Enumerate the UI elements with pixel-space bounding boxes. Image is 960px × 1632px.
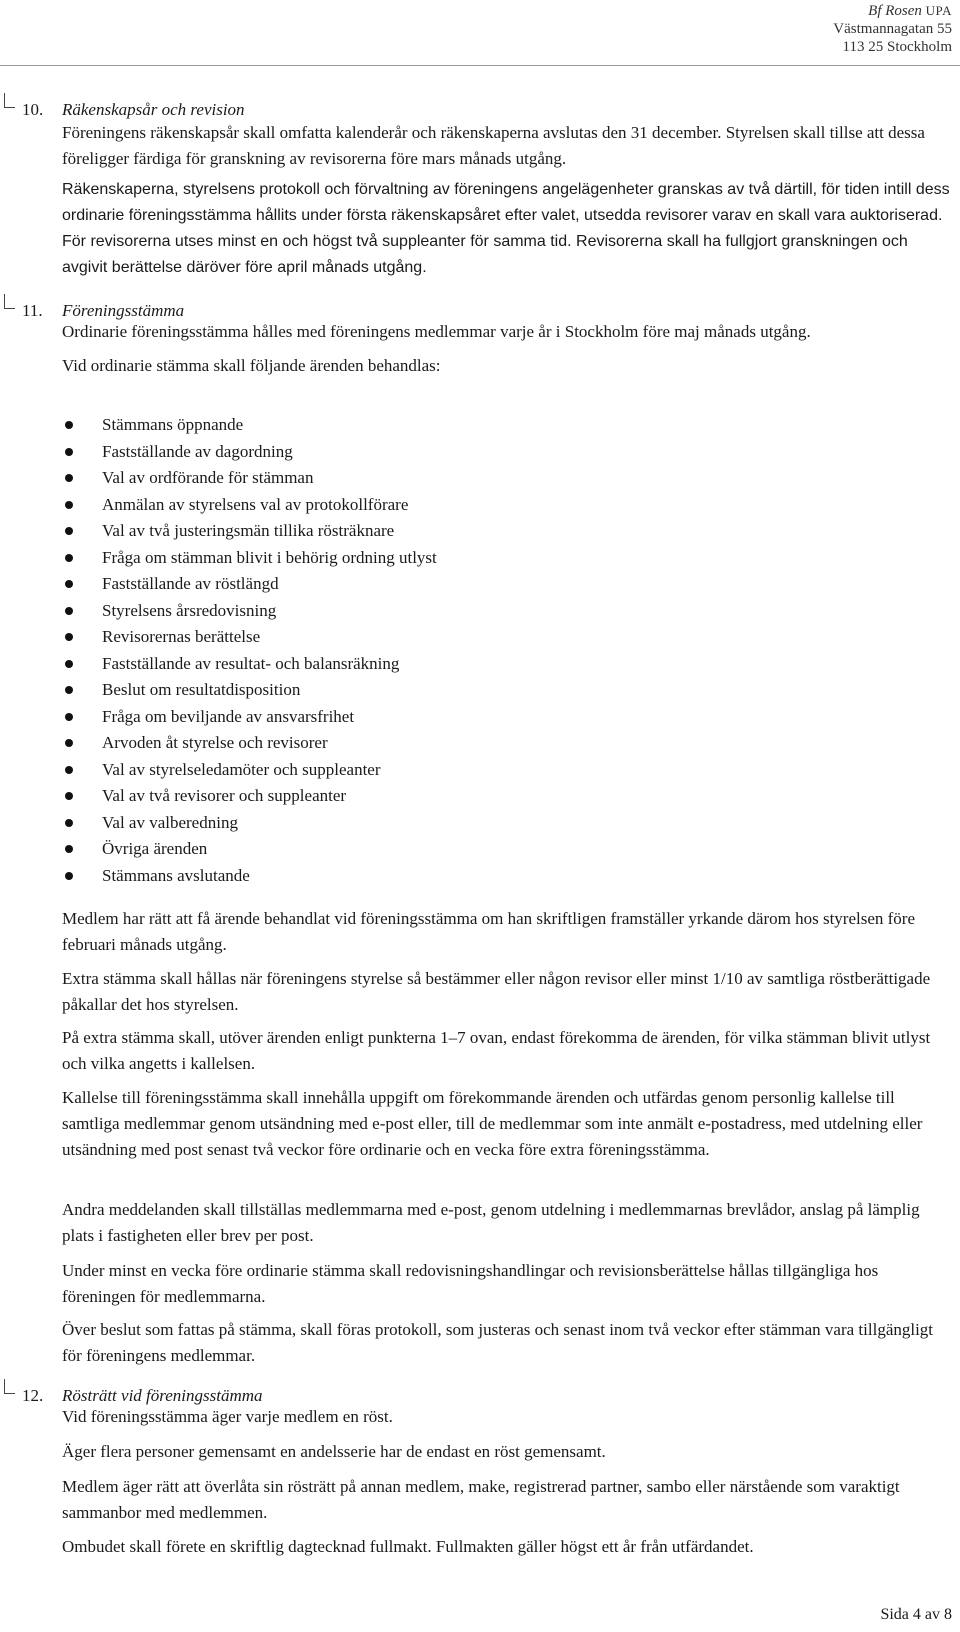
agenda-item	[62, 677, 437, 704]
agenda-item-text: Övriga ärenden	[102, 839, 208, 858]
bullet-icon	[65, 633, 73, 641]
org-suffix: UPA	[925, 3, 952, 18]
section-12-paragraph-2: Äger flera personer gemensamt en andelsserie har de endast en röst gemensamt.	[62, 1442, 606, 1461]
bullet-icon	[65, 421, 73, 429]
postal-address: 113 25 Stockholm	[842, 39, 952, 55]
section-10-paragraph-1: Föreningens räkenskapsår skall omfatta kalenderår och räkenskaperna avslutas den 31 december. Styrelsen skall tillse att dessa föreligger färdiga för granskning av revisorerna före mars månads utgång.	[62, 123, 925, 168]
agenda-item-text: Arvoden åt styrelse och revisorer	[102, 733, 328, 752]
agenda-item	[62, 704, 437, 731]
section-11-paragraph-7: Andra meddelanden skall tillställas medlemmarna med e-post, genom utdelning i medlemmarnas brevlådor, anslag på lämplig plats i fastigheten eller brev per post.	[62, 1200, 920, 1245]
section-11-paragraph-4: Extra stämma skall hållas när föreningens styrelse så bestämmer eller någon revisor eller minst 1/10 av samtliga röstberättigade påkallar det hos styrelsen.	[62, 969, 931, 1014]
agenda-item	[62, 783, 437, 810]
bullet-icon	[65, 448, 73, 456]
section-11-paragraph-5: På extra stämma skall, utöver ärenden enligt punkterna 1–7 ovan, endast förekomma de ärenden, för vilka stämman blivit utlyst och vilka angetts i kallelsen.	[62, 1028, 931, 1073]
bullet-icon	[65, 607, 73, 615]
section-11-paragraph-3: Medlem har rätt att få ärende behandlat vid föreningsstämma om han skriftligen framställer yrkande därom hos styrelsen före februari månads utgång.	[62, 909, 916, 954]
section-11-paragraph-1: Ordinarie föreningsstämma hålles med föreningens medlemmar varje år i Stockholm före maj månads utgång.	[62, 322, 811, 341]
bullet-icon	[65, 686, 73, 694]
agenda-item	[62, 412, 437, 439]
agenda-item-text: Stämmans öppnande	[102, 415, 244, 434]
section-12-paragraph-3: Medlem äger rätt att överlåta sin rösträtt på annan medlem, make, registrerad partner, sambo eller närstående som varaktigt sammanbor med medlemmen.	[62, 1477, 900, 1522]
section-11-paragraph-6: Kallelse till föreningsstämma skall innehålla uppgift om förekommande ärenden och utfärdas genom personlig kallelse till samtliga medlemmar genom utsändning med e-post eller, till de medlemmar som inte anmält e-postadress, med utdelning eller utsändning med post senast två veckor före ordinarie och en vecka före extra föreningsstämma.	[62, 1088, 923, 1159]
section-marker-icon	[4, 93, 15, 108]
bullet-icon	[65, 872, 73, 880]
agenda-item	[62, 492, 437, 519]
agenda-item	[62, 571, 437, 598]
agenda-item	[62, 624, 437, 651]
agenda-item	[62, 836, 437, 863]
agenda-item	[62, 730, 437, 757]
page-number: Sida 4 av 8	[880, 1606, 952, 1623]
bullet-icon	[65, 845, 73, 853]
agenda-item	[62, 518, 437, 545]
section-11-paragraph-2: Vid ordinarie stämma skall följande ärenden behandlas:	[62, 356, 441, 375]
agenda-item-text: Val av två revisorer och suppleanter	[102, 786, 347, 805]
agenda-item-text: Anmälan av styrelsens val av protokollförare	[102, 494, 409, 514]
bullet-icon	[65, 766, 73, 774]
agenda-item	[62, 545, 437, 572]
header-divider	[0, 65, 960, 66]
section-11-title: Föreningsstämma	[62, 301, 185, 320]
section-12-paragraph-4: Ombudet skall förete en skriftlig dagtecknad fullmakt. Fullmakten gäller högst ett år från utfärdandet.	[62, 1537, 754, 1556]
bullet-icon	[65, 554, 73, 562]
section-12-title: Rösträtt vid föreningsstämma	[62, 1386, 263, 1405]
section-12-paragraph-1: Vid föreningsstämma äger varje medlem en röst.	[62, 1407, 393, 1426]
agenda-item-text: Val av valberedning	[102, 812, 238, 832]
street-address: Västmannagatan 55	[833, 21, 952, 37]
agenda-item-text: Val av ordförande för stämman	[102, 468, 314, 487]
agenda-item-text: Fastställande av dagordning	[102, 441, 293, 461]
org-name	[833, 2, 952, 20]
agenda-item-text: Revisorernas berättelse	[102, 627, 261, 646]
agenda-item-text: Fastställande av röstlängd	[102, 574, 279, 593]
agenda-item	[62, 651, 437, 678]
bullet-icon	[65, 474, 73, 482]
agenda-list	[62, 412, 437, 889]
agenda-item	[62, 863, 437, 890]
agenda-item-text: Beslut om resultatdisposition	[102, 680, 301, 699]
bullet-icon	[65, 792, 73, 800]
agenda-item	[62, 757, 437, 784]
bullet-icon	[65, 501, 73, 509]
section-10-number-text: 10.	[22, 100, 44, 119]
section-11-paragraph-9: Över beslut som fattas på stämma, skall föras protokoll, som justeras och senast inom två veckor efter stämman vara tillgängligt för föreningens medlemmar.	[62, 1320, 934, 1365]
bullet-icon	[65, 527, 73, 535]
section-marker-icon	[4, 294, 15, 309]
agenda-item-text: Fastställande av resultat- och balansräkning	[102, 653, 400, 673]
bullet-icon	[65, 713, 73, 721]
agenda-item-text: Fråga om stämman blivit i behörig ordning utlyst	[102, 547, 437, 567]
bullet-icon	[65, 739, 73, 747]
section-10-title: Räkenskapsår och revision	[62, 100, 245, 119]
section-11-paragraph-8: Under minst en vecka före ordinarie stämma skall redovisningshandlingar och revisionsberättelse hållas tillgängliga hos föreningen för medlemmarna.	[62, 1261, 879, 1306]
section-10-paragraph-2: Räkenskaperna, styrelsens protokoll och förvaltning av föreningens angelägenheter granskas av två därtill, för tiden intill dess ordinarie föreningsstämma hållits under första räkenskapsåret efter valet, utsedda revisorer varav en skall vara auktoriserad. För revisorerna utses minst en och högst två suppleanter för samma tid. Revisorerna skall ha fullgjort granskningen och avgivit berättelse däröver före april månads utgång.	[62, 181, 950, 276]
agenda-item-text: Val av styrelseledamöter och suppleanter	[102, 759, 381, 779]
bullet-icon	[65, 580, 73, 588]
agenda-item-text: Stämmans avslutande	[102, 865, 250, 885]
agenda-item	[62, 465, 437, 492]
org-name-text: Bf Rosen	[868, 3, 922, 19]
letterhead	[833, 2, 952, 56]
agenda-item-text: Styrelsens årsredovisning	[102, 600, 277, 620]
agenda-item-text: Fråga om beviljande av ansvarsfrihet	[102, 706, 355, 726]
bullet-icon	[65, 819, 73, 827]
agenda-item	[62, 598, 437, 625]
section-11-number-text: 11.	[22, 301, 43, 320]
bullet-icon	[65, 660, 73, 668]
agenda-item	[62, 439, 437, 466]
agenda-item-text: Val av två justeringsmän tillika rösträknare	[102, 521, 395, 540]
agenda-item	[62, 810, 437, 837]
section-12-number-text: 12.	[22, 1386, 44, 1405]
section-marker-icon	[4, 1379, 15, 1394]
